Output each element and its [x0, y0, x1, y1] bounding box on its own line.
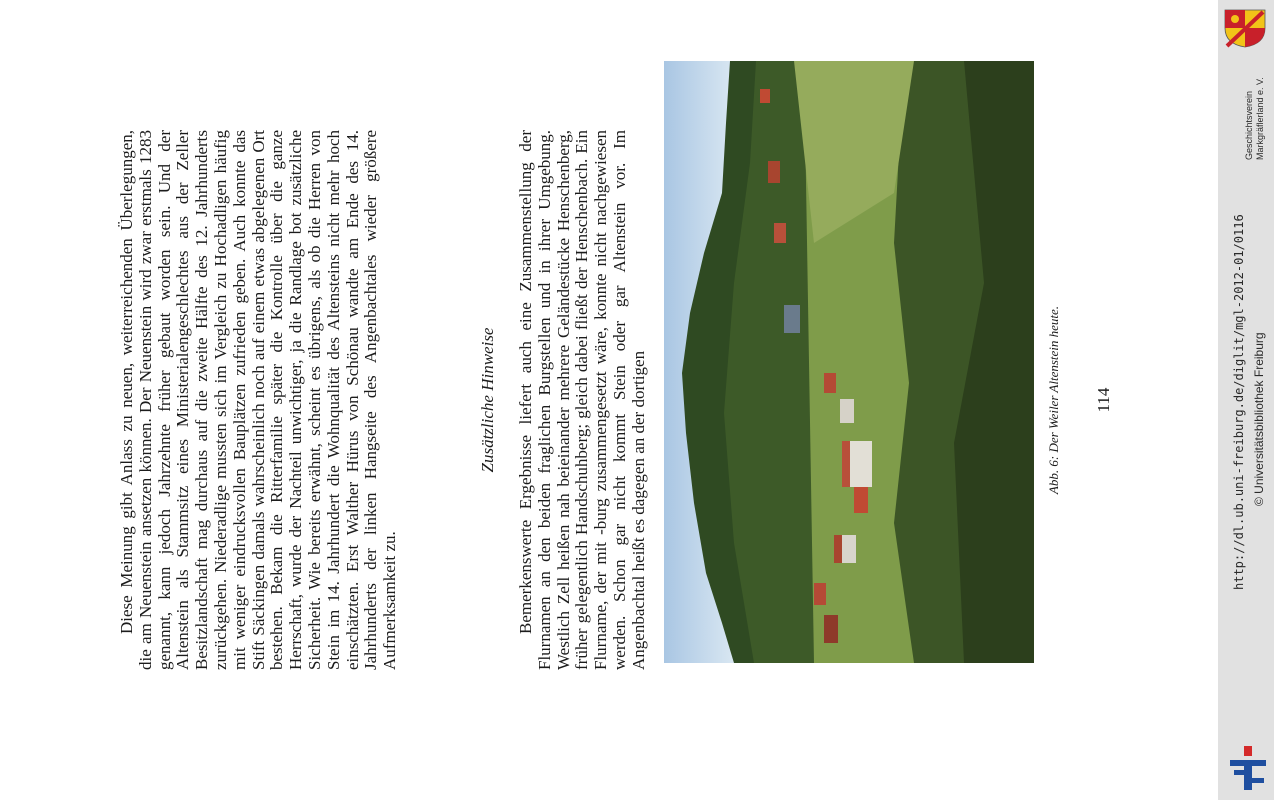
markgraeflerland-crest-icon — [1223, 8, 1267, 48]
crest-shield — [1223, 8, 1267, 48]
village-photo — [664, 61, 1034, 663]
logo-mark — [1226, 744, 1270, 792]
association-credit — [1244, 77, 1266, 160]
ub-freiburg-logo-icon — [1226, 744, 1270, 792]
figure-caption: Abb. 6: Der Weiler Altenstein heute. — [1046, 305, 1061, 495]
source-url-link[interactable]: http://dl.ub.uni-freiburg.de/diglit/mgl-2012-01/0116 — [1232, 214, 1246, 590]
body-paragraph-1: Diese Meinung gibt Anlass zu neuen, weiterreichenden Überlegungen, die am Neuenstein ansetzen können. Der Neuenstein wird zwar erstmals 1283 genannt, kann jedoch Jahrzehnte früher gebaut worden sein. Und der Altenstein als Stammsitz eines Ministerialengeschlechtes aus der Zeller Besitzlandschaft mag durchaus auf die zweite Hälfte des 12. Jahrhunderts zurückgehen. Niederadlige mussten sich im Vergleich zu Hochadligen häufig mit weniger eindrucksvollen Bauplätzen zufrieden geben. Auch konnte das Stift Säckingen damals wahrscheinlich noch auf einem etwas abgelegenen Ort bestehen. Bekam die Ritterfamilie später die Kontrolle über die ganze Herrschaft, wurde der Nachteil unwichtiger, ja die Randlage bot zusätzliche Sicherheit. Wie bereits erwähnt, scheint es übrigens, als ob die Herren von Stein im 14. Jahrhundert die Wohnqualität des Altensteins nicht mehr hoch einschätzten. Erst Walther Hürus von Schönau wandte am Ende des 14. Jahrhunderts der linken Hangseite des Angenbachtales wieder größere Aufmerksamkeit zu. — [117, 130, 400, 670]
association-name-line1: Geschichtsverein — [1244, 90, 1254, 160]
section-heading: Zusätzliche Hinweise — [478, 327, 497, 473]
landscape-image — [664, 61, 1034, 663]
page-number: 114 — [1094, 387, 1113, 413]
body-paragraph-2: Bemerkenswerte Ergebnisse liefert auch eine Zusammenstellung der Flurnamen an den beiden fraglichen Burgstellen und in ihrer Umgebung. Westlich Zell heißen nah beieinander mehrere Geländestücke Henschenberg, früher gelegentlich Handschuhberg; gleich dabei fließt der Henschenbach. Ein Flurname, der mit -burg zusammengesetzt wäre, konnte nicht nachgewiesen werden. Schon gar nicht kommt Stein oder gar Altenstein vor. Im Angenbachtal heißt es dagegen an der dortigen — [516, 130, 648, 670]
association-name-line2: Markgräflerland e. V. — [1255, 77, 1265, 160]
copyright-notice: © Universitätsbibliothek Freiburg — [1252, 332, 1266, 506]
